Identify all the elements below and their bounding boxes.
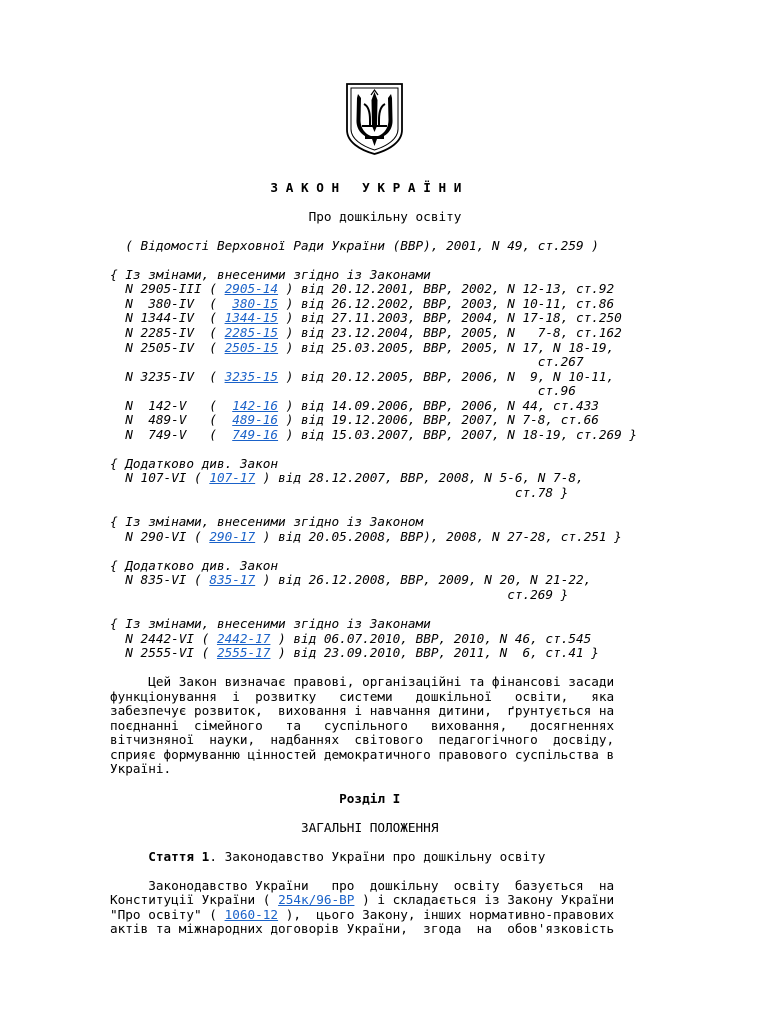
amendments-intro: { Із змінами, внесеними згідно із Законами	[110, 266, 431, 282]
preamble-line: функціонування і розвитку системи дошкільної освіти, яка	[110, 688, 615, 704]
law-link[interactable]: 835-17	[209, 572, 256, 588]
amendment-row-continuation: ст.269 }	[110, 586, 569, 602]
article-label: Стаття 1	[148, 848, 210, 864]
law-link[interactable]: 2505-15	[224, 339, 279, 355]
amendment-row: N 2442-VI ( 2442-17 ) від 06.07.2010, ВВР, 2010, N 46, ст.545	[110, 630, 592, 646]
amendment-row: N 2555-VI ( 2555-17 ) від 23.09.2010, ВВР, 2011, N 6, ст.41 }	[110, 645, 599, 661]
law-link[interactable]: 2442-17	[216, 630, 271, 646]
additional-reference-block-2	[110, 558, 591, 602]
amendment-row: N 1344-IV ( 1344-15 ) від 27.11.2003, ВВР, 2004, N 17-18, ст.250	[110, 310, 622, 326]
constitution-link[interactable]: 254к/96-ВР	[278, 892, 355, 908]
preamble-line: вітчизняної науки, надбаннях світового педагогічного досвіду,	[110, 732, 615, 748]
education-law-link[interactable]: 1060-12	[224, 906, 279, 922]
law-link[interactable]: 1344-15	[224, 310, 279, 326]
preamble-line: Україні.	[110, 761, 172, 777]
amendment-row: N 2905-III ( 2905-14 ) від 20.12.2001, ВВР, 2002, N 12-13, ст.92	[110, 281, 615, 297]
amendment-row-continuation: ст.267	[110, 354, 584, 370]
additional-intro: { Додатково див. Закон	[110, 557, 279, 573]
amendment-row-continuation: ст.96	[110, 383, 576, 399]
preamble-line: забезпечує розвиток, виховання і навчання дитини, ґрунтується на	[110, 703, 615, 719]
additional-reference-block-1	[110, 456, 584, 500]
law-link[interactable]: 2555-17	[216, 645, 271, 661]
law-subtitle: Про дошкільну освіту	[308, 208, 462, 224]
amendments-intro: { Із змінами, внесеними згідно із Законами	[110, 615, 431, 631]
body-line: актів та міжнародних договорів України, згода на обов'язковість	[110, 921, 615, 937]
amendment-row: N 142-V ( 142-16 ) від 14.09.2006, ВВР, 2006, N 44, ст.433	[110, 397, 599, 413]
law-link[interactable]: 749-16	[232, 426, 279, 442]
amendment-row: N 2285-IV ( 2285-15 ) від 23.12.2004, ВВР, 2005, N 7-8, ст.162	[110, 325, 622, 341]
source-reference: ( Відомості Верховної Ради України (ВВР), 2001, N 49, ст.259 )	[125, 237, 599, 253]
law-link[interactable]: 107-17	[209, 470, 256, 486]
amendment-row: N 380-IV ( 380-15 ) від 26.12.2002, ВВР, 2003, N 10-11, ст.86	[110, 295, 615, 311]
law-link[interactable]: 290-17	[209, 528, 256, 544]
amendments-block-1	[110, 267, 637, 442]
section-subtitle: ЗАГАЛЬНІ ПОЛОЖЕННЯ	[300, 819, 439, 835]
amendment-row-continuation: ст.78 }	[110, 485, 569, 501]
law-link[interactable]: 3235-15	[224, 368, 279, 384]
additional-intro: { Додатково див. Закон	[110, 455, 279, 471]
body-line: Законодавство України про дошкільну освіту базується на	[110, 877, 615, 893]
amendments-intro: { Із змінами, внесеними згідно із Законом	[110, 514, 424, 530]
law-link[interactable]: 2905-14	[224, 281, 279, 297]
amendment-row: N 835-VI ( 835-17 ) від 26.12.2008, ВВР, 2009, N 20, N 21-22,	[110, 572, 592, 588]
amendment-row: N 3235-IV ( 3235-15 ) від 20.12.2005, ВВР, 2006, N 9, N 10-11,	[110, 368, 615, 384]
law-link[interactable]: 380-15	[232, 295, 279, 311]
law-title: З А К О Н У К Р А Ї Н И	[270, 179, 462, 195]
amendment-row: N 489-V ( 489-16 ) від 19.12.2006, ВВР, 2007, N 7-8, ст.66	[110, 412, 599, 428]
section-title: Розділ I	[339, 790, 401, 806]
law-link[interactable]: 489-16	[232, 412, 279, 428]
amendment-row: N 2505-IV ( 2505-15 ) від 25.03.2005, ВВР, 2005, N 17, N 18-19,	[110, 339, 615, 355]
amendment-row: N 749-V ( 749-16 ) від 15.03.2007, ВВР, 2007, N 18-19, ст.269 }	[110, 426, 638, 442]
trident-coat-of-arms-icon	[345, 82, 404, 156]
law-link[interactable]: 142-16	[232, 397, 279, 413]
amendment-row: N 290-VI ( 290-17 ) від 20.05.2008, ВВР), 2008, N 27-28, ст.251 }	[110, 528, 622, 544]
amendment-row: N 107-VI ( 107-17 ) від 28.12.2007, ВВР, 2008, N 5-6, N 7-8,	[110, 470, 584, 486]
body-line: "Про освіту" ( 1060-12 ), цього Закону, інших нормативно-правових	[110, 906, 615, 922]
amendments-block-3	[110, 616, 599, 660]
law-document-text	[110, 166, 637, 937]
preamble-line: сприяє формуванню цінностей демократичного правового суспільства в	[110, 746, 615, 762]
preamble-line: Цей Закон визначає правові, організаційні та фінансові засади	[110, 674, 615, 690]
article-title: . Законодавство України про дошкільну освіту	[209, 848, 546, 864]
law-link[interactable]: 2285-15	[224, 325, 279, 341]
coat-of-arms-emblem	[345, 82, 404, 156]
preamble-line: поєднанні сімейного та суспільного виховання, досягненнях	[110, 717, 615, 733]
amendments-block-2	[110, 514, 622, 544]
body-line: Конституції України ( 254к/96-ВР ) і складається із Закону України	[110, 892, 615, 908]
